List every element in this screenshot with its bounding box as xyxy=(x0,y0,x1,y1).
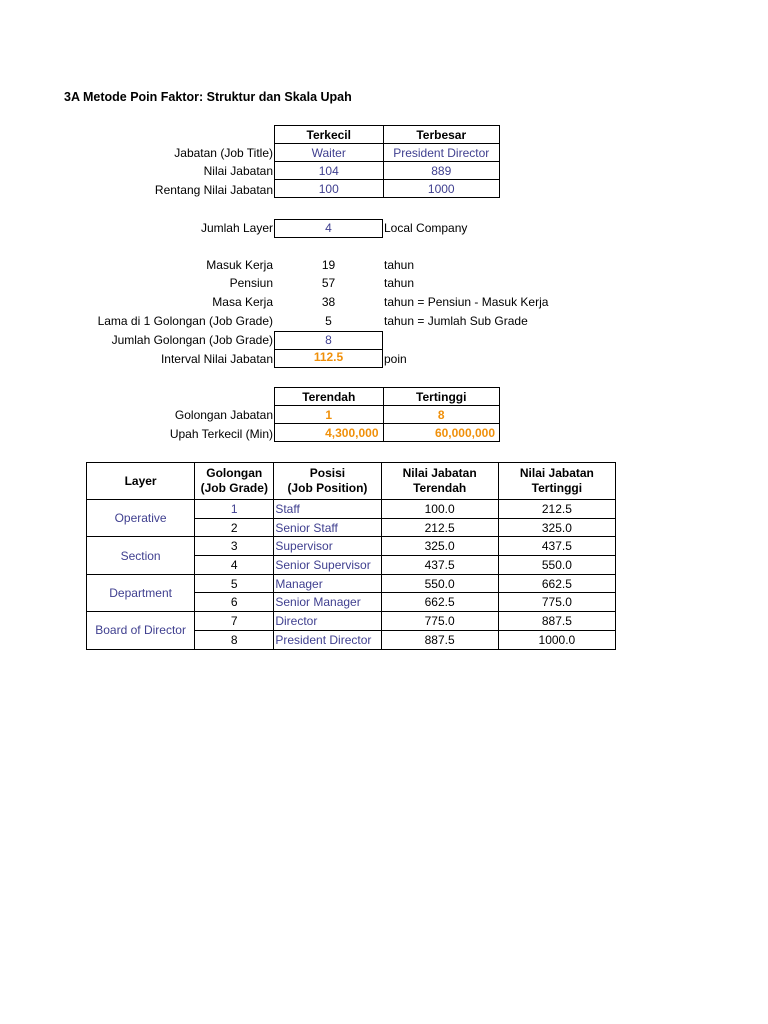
col-header-terbesar: Terbesar xyxy=(383,126,500,144)
wage-table xyxy=(274,387,500,442)
page-title: 3A Metode Poin Faktor: Struktur dan Skala Upah xyxy=(64,90,352,104)
header-position: Posisi (Job Position) xyxy=(274,463,381,500)
career-value: 5 xyxy=(325,314,332,328)
low-cell: 550.0 xyxy=(381,574,498,593)
table-row xyxy=(87,500,616,519)
col-header-terkecil: Terkecil xyxy=(275,126,384,144)
row-label: Rentang Nilai Jabatan xyxy=(154,183,273,197)
layer-note: Local Company xyxy=(384,221,468,235)
grade-count-input[interactable]: 8 xyxy=(274,331,383,350)
table-row xyxy=(87,537,616,556)
high-cell: 325.0 xyxy=(498,518,615,537)
job-title-min[interactable]: Waiter xyxy=(275,144,384,162)
high-cell: 437.5 xyxy=(498,537,615,556)
position-cell: Manager xyxy=(274,574,381,593)
layer-cell: Board of Director xyxy=(87,612,195,649)
career-label: Masuk Kerja xyxy=(206,258,273,272)
interval-value[interactable]: 112.5 xyxy=(274,349,383,368)
job-value-max[interactable]: 889 xyxy=(383,162,500,180)
wage-min[interactable]: 4,300,000 xyxy=(275,424,384,442)
position-cell: Staff xyxy=(274,500,381,519)
career-label: Interval Nilai Jabatan xyxy=(160,352,273,366)
layer-count-input[interactable]: 4 xyxy=(274,219,383,238)
career-note: tahun = Pensiun - Masuk Kerja xyxy=(384,295,549,309)
high-cell: 1000.0 xyxy=(498,630,615,649)
high-cell: 550.0 xyxy=(498,556,615,575)
layer-cell: Section xyxy=(87,537,195,574)
header-grade: Golongan (Job Grade) xyxy=(195,463,274,500)
position-cell: Director xyxy=(274,612,381,631)
table-row xyxy=(87,612,616,631)
wage-max[interactable]: 60,000,000 xyxy=(383,424,500,442)
grade-max[interactable]: 8 xyxy=(383,406,500,424)
row-label: Nilai Jabatan xyxy=(203,164,273,178)
career-label: Lama di 1 Golongan (Job Grade) xyxy=(97,314,273,328)
job-value-min[interactable]: 104 xyxy=(275,162,384,180)
career-note: poin xyxy=(384,352,407,366)
grade-min[interactable]: 1 xyxy=(275,406,384,424)
row-label: Golongan Jabatan xyxy=(174,408,273,422)
col-header-tertinggi: Tertinggi xyxy=(383,388,500,406)
position-cell: Senior Supervisor xyxy=(274,556,381,575)
career-value: 38 xyxy=(321,295,336,309)
table-row xyxy=(87,574,616,593)
layer-cell: Department xyxy=(87,574,195,611)
grade-cell: 7 xyxy=(195,612,274,631)
career-label: Pensiun xyxy=(229,276,273,290)
header-high: Nilai Jabatan Tertinggi xyxy=(498,463,615,500)
value-range-min[interactable]: 100 xyxy=(275,180,384,198)
low-cell: 212.5 xyxy=(381,518,498,537)
position-cell: Senior Manager xyxy=(274,593,381,612)
position-cell: Supervisor xyxy=(274,537,381,556)
low-cell: 437.5 xyxy=(381,556,498,575)
low-cell: 325.0 xyxy=(381,537,498,556)
career-value: 57 xyxy=(321,276,336,290)
high-cell: 775.0 xyxy=(498,593,615,612)
header-layer: Layer xyxy=(87,463,195,500)
low-cell: 887.5 xyxy=(381,630,498,649)
position-cell: President Director xyxy=(274,630,381,649)
grade-cell: 6 xyxy=(195,593,274,612)
low-cell: 662.5 xyxy=(381,593,498,612)
value-range-max[interactable]: 1000 xyxy=(383,180,500,198)
grade-cell: 2 xyxy=(195,518,274,537)
layer-count-label: Jumlah Layer xyxy=(200,221,273,235)
header-low: Nilai Jabatan Terendah xyxy=(381,463,498,500)
low-cell: 100.0 xyxy=(381,500,498,519)
career-note: tahun xyxy=(384,276,415,290)
grade-table xyxy=(86,462,616,650)
range-table xyxy=(274,125,500,198)
grade-cell: 3 xyxy=(195,537,274,556)
row-label: Jabatan (Job Title) xyxy=(174,146,273,160)
layer-cell: Operative xyxy=(87,500,195,537)
grade-cell: 1 xyxy=(195,500,274,519)
low-cell: 775.0 xyxy=(381,612,498,631)
career-value: 19 xyxy=(321,258,336,272)
career-label: Jumlah Golongan (Job Grade) xyxy=(111,333,273,347)
high-cell: 887.5 xyxy=(498,612,615,631)
grade-cell: 5 xyxy=(195,574,274,593)
grade-cell: 8 xyxy=(195,630,274,649)
grade-cell: 4 xyxy=(195,556,274,575)
career-label: Masa Kerja xyxy=(212,295,273,309)
col-header-terendah: Terendah xyxy=(275,388,384,406)
career-note: tahun xyxy=(384,258,415,272)
career-note: tahun = Jumlah Sub Grade xyxy=(384,314,528,328)
high-cell: 662.5 xyxy=(498,574,615,593)
high-cell: 212.5 xyxy=(498,500,615,519)
job-title-max[interactable]: President Director xyxy=(383,144,500,162)
position-cell: Senior Staff xyxy=(274,518,381,537)
row-label: Upah Terkecil (Min) xyxy=(169,427,273,441)
